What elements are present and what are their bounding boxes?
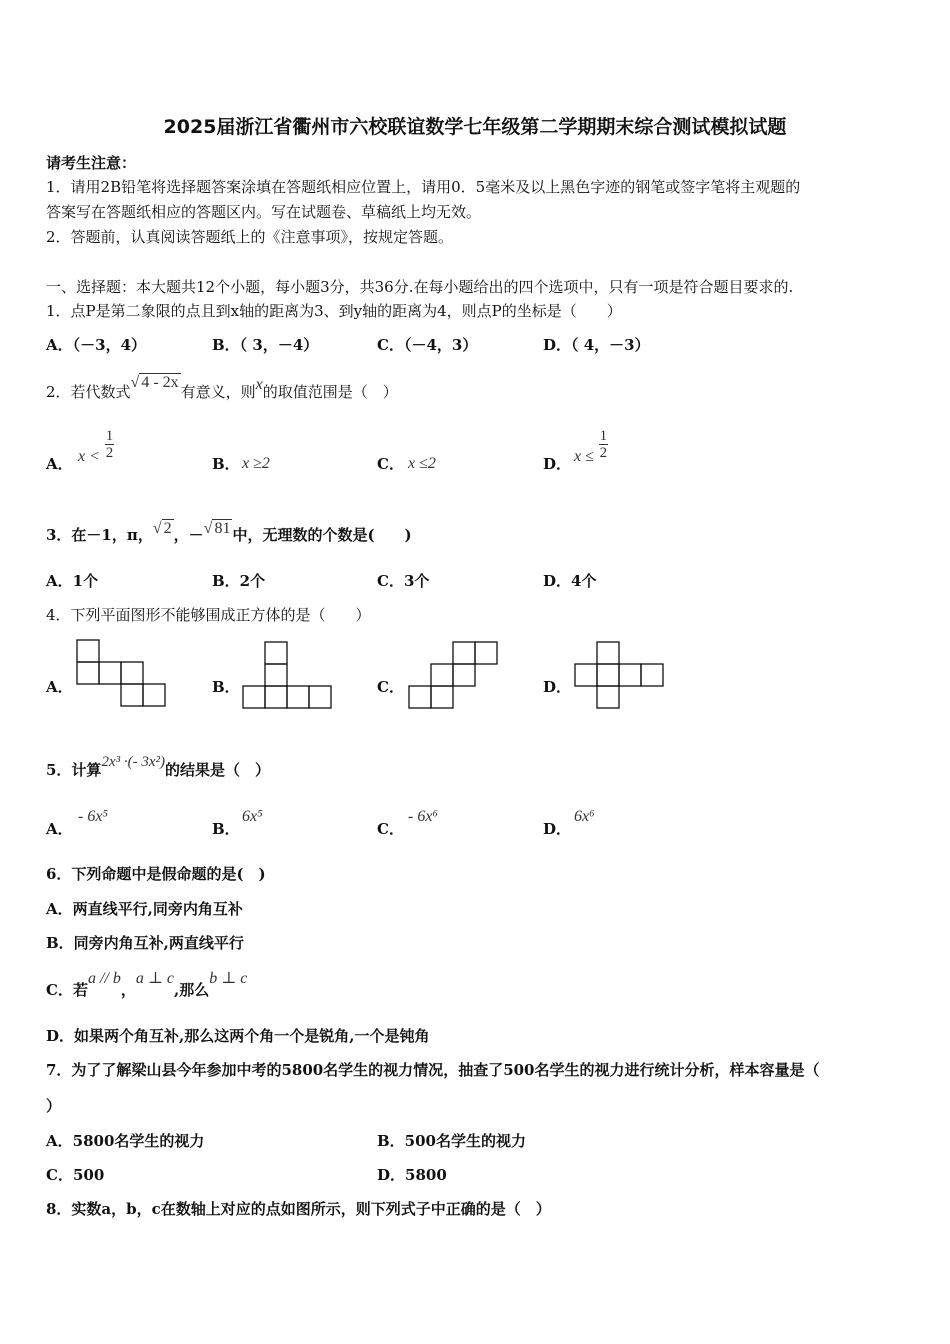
q2-option-c[interactable]: C．: [377, 455, 404, 473]
q4-net-b-figure: [240, 638, 336, 712]
q6-option-d[interactable]: D．如果两个角互补,那么这两个角一个是锐角,一个是钝角: [46, 1027, 430, 1045]
fraction-numerator: 1: [105, 428, 114, 444]
q6-c-pre: C．若: [46, 981, 88, 999]
q5-option-d[interactable]: D．: [543, 820, 572, 838]
q8-stem: 8．实数a，b，c在数轴上对应的点如图所示，则下列式子中正确的是（ ）: [46, 1200, 551, 1218]
q4-net-d-figure: [572, 638, 668, 712]
q2-variable: x: [255, 376, 263, 393]
q5-option-b-expr: 6x⁵: [242, 808, 263, 825]
q2-a-fraction: [105, 428, 115, 461]
q2-radical: √ 4 - 2x: [130, 374, 179, 391]
fraction-denominator: 2: [105, 445, 114, 461]
q4-stem: 4．下列平面图形不能够围成正方体的是（ ）: [46, 606, 371, 624]
q2-option-c-expr: x ≤2: [408, 455, 436, 472]
q5-stem-post: 的结果是（ ）: [164, 761, 270, 779]
q2-option-d-expr: [574, 428, 608, 465]
q2-d-fraction: [599, 428, 609, 461]
q4-option-b[interactable]: B．: [212, 678, 240, 696]
q3-stem-pre: 3．在－1，π，: [46, 526, 153, 544]
section-heading: 一、选择题：本大题共12个小题，每小题3分，共36分.在每小题给出的四个选项中，只有一项是符合题目要求的.: [46, 278, 794, 296]
q3-radical-1: √ 2: [152, 520, 172, 537]
q3-option-a[interactable]: A．1个: [46, 572, 99, 590]
page-title: 2025届浙江省衢州市六校联谊数学七年级第二学期期末综合测试模拟试题: [163, 116, 787, 138]
q5-option-c[interactable]: C．: [377, 820, 404, 838]
q6-c-mid: ,那么: [174, 981, 210, 999]
q2-option-a[interactable]: A．: [46, 455, 73, 473]
q1-option-b[interactable]: B．（ 3，－4）: [212, 336, 319, 354]
q7-option-c[interactable]: C．500: [46, 1166, 105, 1184]
q6-c-expr-3: b ⊥ c: [209, 970, 248, 987]
notice-line-2: 2．答题前，认真阅读答题纸上的《注意事项》，按规定答题。: [46, 228, 454, 246]
q7-option-a[interactable]: A．5800名学生的视力: [46, 1132, 205, 1150]
q2-option-d[interactable]: D．: [543, 455, 572, 473]
q6-stem: 6．下列命题中是假命题的是( ): [46, 865, 266, 883]
q4-net-c-figure: [406, 638, 502, 712]
q7-stem-cont: ）: [46, 1097, 62, 1115]
q2-stem: [46, 374, 398, 403]
q6-c-expr-1: a // b: [87, 970, 121, 987]
q3-option-d[interactable]: D．4个: [543, 572, 597, 590]
notice-line-1a: 1．请用2B铅笔将选择题答案涂填在答题纸相应位置上，请用0．5毫米及以上黑色字迹的钢笔或签字笔将主观题的: [46, 178, 801, 196]
fraction-numerator: 1: [599, 428, 608, 444]
q3-option-b[interactable]: B．2个: [212, 572, 266, 590]
notice-line-1b: 答案写在答题纸相应的答题区内。写在试题卷、草稿纸上均无效。: [46, 203, 482, 221]
fraction-denominator: 2: [599, 445, 608, 461]
q3-radicand-2: 81: [214, 520, 231, 537]
q4-option-a[interactable]: A．: [46, 678, 73, 696]
q5-option-a-expr: - 6x⁵: [78, 808, 108, 825]
q5-expression: 2x³ ·(- 3x²): [101, 754, 165, 770]
q5-option-b[interactable]: B．: [212, 820, 240, 838]
q6-option-a[interactable]: A．两直线平行,同旁内角互补: [46, 900, 243, 918]
q7-option-d[interactable]: D．5800: [377, 1166, 447, 1184]
q5-stem-pre: 5．计算: [46, 761, 102, 779]
q5-stem: [46, 754, 270, 781]
q2-option-b-expr: x ≥2: [242, 455, 270, 472]
q7-stem: 7．为了了解梁山县今年参加中考的5800名学生的视力情况，抽查了500名学生的视力进行统计分析，样本容量是（: [46, 1061, 820, 1079]
q3-radical-2: √ 81: [203, 520, 231, 537]
q5-option-d-expr: 6x⁶: [574, 808, 595, 825]
q6-option-c[interactable]: [46, 970, 248, 1001]
q2-radicand: 4 - 2x: [141, 374, 179, 391]
q2-option-b[interactable]: B．: [212, 455, 240, 473]
q3-stem-post: 中，无理数的个数是( ): [232, 526, 412, 544]
notice-heading: 请考生注意：: [46, 154, 137, 172]
q2-stem-post: 的取值范围是（ ）: [262, 383, 398, 401]
q6-option-b[interactable]: B．同旁内角互补,两直线平行: [46, 934, 244, 952]
q1-stem: 1．点P是第二象限的点且到x轴的距离为3、到y轴的距离为4，则点P的坐标是（ ）: [46, 302, 622, 320]
q2-stem-mid: 有意义，则: [180, 383, 256, 401]
q2-d-lhs: x ≤: [574, 447, 594, 465]
q4-option-d[interactable]: D．: [543, 678, 572, 696]
q3-option-c[interactable]: C．3个: [377, 572, 430, 590]
q2-a-lhs: x <: [78, 447, 100, 465]
q4-net-a-figure: [74, 638, 174, 712]
q1-option-c[interactable]: C．（－4，3）: [377, 336, 478, 354]
q1-option-a[interactable]: A．（－3，4）: [46, 336, 147, 354]
q5-option-c-expr: - 6x⁶: [408, 808, 438, 825]
q4-option-c[interactable]: C．: [377, 678, 404, 696]
q1-option-d[interactable]: D．（ 4，－3）: [543, 336, 650, 354]
q3-stem-comma: ，－: [173, 526, 204, 544]
q2-stem-pre: 2．若代数式: [46, 383, 131, 401]
q3-radicand-1: 2: [163, 520, 172, 537]
q7-option-b[interactable]: B．500名学生的视力: [377, 1132, 526, 1150]
q6-c-expr-2: a ⊥ c: [135, 970, 175, 987]
q3-stem: [46, 520, 412, 546]
q6-c-sep: ，: [120, 981, 136, 999]
q5-option-a[interactable]: A．: [46, 820, 73, 838]
q2-option-a-expr: [78, 428, 114, 465]
